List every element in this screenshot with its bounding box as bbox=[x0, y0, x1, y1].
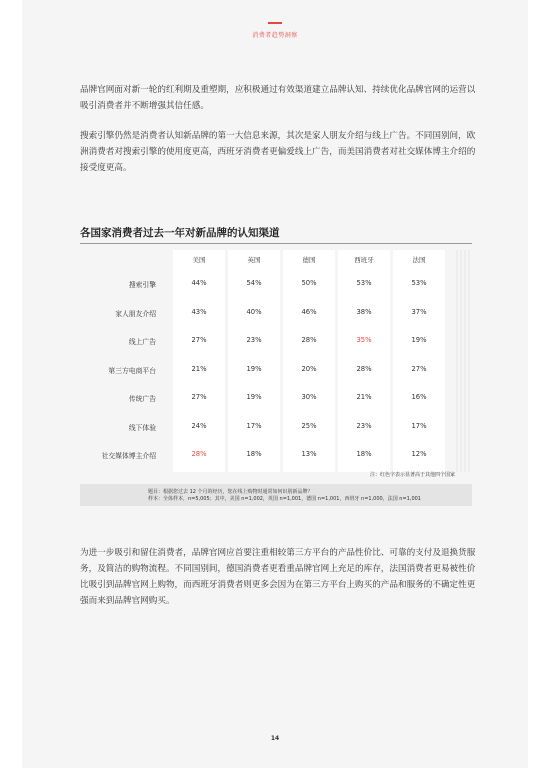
table-cell: 37% bbox=[411, 307, 427, 316]
table-cell: 21% bbox=[191, 364, 207, 373]
table-cell: 20% bbox=[301, 364, 317, 373]
table-cell: 28% bbox=[191, 450, 207, 458]
table-cell: 16% bbox=[411, 393, 427, 401]
table-cell: 13% bbox=[301, 450, 317, 458]
table-cell: 43% bbox=[191, 307, 207, 316]
paragraph-intro: 品牌官网面对新一轮的红利期及重塑期，应积极通过有效渠道建立品牌认知、持续优化品牌官网的运营以吸引消费者并不断增强其信任感。 bbox=[80, 85, 476, 111]
table-cell: 12% bbox=[411, 450, 427, 458]
table-cell: 19% bbox=[246, 364, 262, 373]
table-row-label: 搜索引擎 bbox=[128, 281, 156, 289]
table-cell: 19% bbox=[246, 393, 262, 401]
table-cell: 50% bbox=[301, 279, 317, 287]
table-note: 注：红色字表示显著高于其他四个国家 bbox=[369, 472, 455, 478]
table-cell: 46% bbox=[301, 307, 317, 316]
table-cell: 18% bbox=[356, 450, 372, 458]
page-number: 14 bbox=[270, 735, 280, 742]
table-cell: 23% bbox=[356, 421, 372, 430]
table-cell: 25% bbox=[301, 421, 317, 430]
table-cell: 35% bbox=[356, 336, 372, 344]
table-cell: 30% bbox=[301, 393, 317, 401]
decorative-stripe bbox=[456, 250, 470, 472]
table-cell: 27% bbox=[191, 393, 207, 401]
table-cell: 27% bbox=[191, 336, 207, 344]
table-cell: 27% bbox=[411, 364, 427, 373]
table-column-header: 德国 bbox=[302, 256, 316, 264]
table-cell: 54% bbox=[246, 279, 262, 287]
table-cell: 38% bbox=[356, 307, 372, 316]
table-cell: 19% bbox=[411, 336, 427, 344]
table-title-rule bbox=[80, 243, 472, 244]
table-column-header: 美国 bbox=[192, 256, 206, 264]
header-accent-bar bbox=[268, 22, 282, 24]
paragraph-retention: 为进一步吸引和留住消费者，品牌官网应首要注重相较第三方平台的产品性价比、可靠的支付及退换货服务，及简洁的购物流程。不同国别间，德国消费者更看重品牌官网上充足的库存，法国消费者更易被性价比吸引到品牌官网上购物，而西班牙消费者则更多会因为在第三方平台上购买的产品和服务的不确定性更强而来到品牌官网购买。 bbox=[80, 548, 476, 606]
table-cell: 44% bbox=[191, 279, 207, 287]
table-row-label: 家人朋友介绍 bbox=[115, 309, 156, 318]
table-row-label: 社交媒体博主介绍 bbox=[101, 452, 156, 460]
table-cell: 28% bbox=[301, 336, 317, 344]
table-cell: 23% bbox=[246, 336, 262, 344]
table-column-header: 英国 bbox=[247, 256, 261, 264]
table-title: 各国家消费者过去一年对新品牌的认知渠道 bbox=[80, 227, 280, 239]
table-row-label: 第三方电商平台 bbox=[108, 366, 156, 375]
table-cell: 28% bbox=[356, 364, 372, 373]
table-cell: 17% bbox=[411, 421, 427, 430]
table-cell: 53% bbox=[356, 279, 372, 287]
source-sample: 样本：全体样本，n=5,005；其中，美国 n=1,002，英国 n=1,001，德国 n=1,001，西班牙 n=1,000，法国 n=1,001 bbox=[148, 496, 421, 502]
table-cell: 17% bbox=[246, 421, 262, 430]
table-row-label: 线上广告 bbox=[128, 338, 156, 346]
table-cell: 40% bbox=[246, 307, 262, 316]
table-column-header: 法国 bbox=[412, 256, 426, 264]
table-row-label: 传统广告 bbox=[128, 395, 156, 403]
table-cell: 21% bbox=[356, 393, 372, 401]
table-cell: 18% bbox=[246, 450, 262, 458]
source-question: 题目：根据您过去 12 个月的经历，您在线上购物时通常如何识别新品牌？ bbox=[148, 489, 313, 495]
header-title: 消费者趋势洞察 bbox=[252, 32, 298, 39]
table-row-label: 线下体验 bbox=[128, 423, 156, 432]
table-cell: 24% bbox=[191, 421, 207, 430]
paragraph-search-engine: 搜索引擎仍然是消费者认知新品牌的第一大信息来源，其次是家人朋友介绍与线上广告。不同国别间，欧洲消费者对搜索引擎的使用度更高，西班牙消费者更偏爱线上广告，而美国消费者对社交媒体博主介绍的接受度更高。 bbox=[80, 131, 476, 173]
table-column-header: 西班牙 bbox=[354, 256, 374, 264]
table-cell: 53% bbox=[411, 279, 427, 287]
